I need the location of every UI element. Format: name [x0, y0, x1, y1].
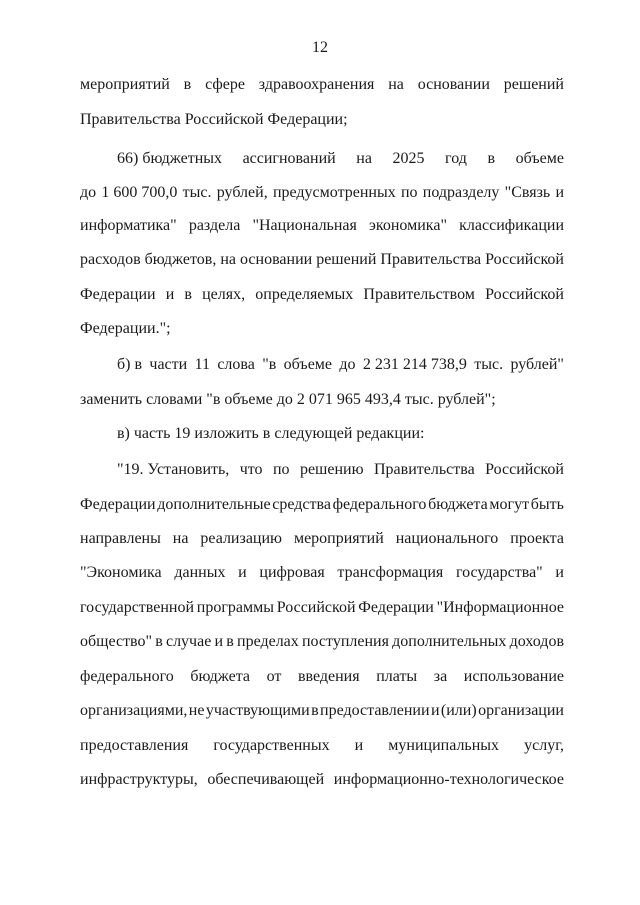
word: части — [149, 356, 188, 373]
word: на — [388, 76, 404, 93]
word: и — [354, 737, 364, 754]
word: Правительства — [373, 461, 475, 478]
word: за — [433, 668, 448, 685]
word: рублей, — [216, 184, 268, 201]
word: и — [238, 564, 247, 581]
word: Российской — [485, 461, 564, 478]
word: доходов — [509, 633, 564, 650]
word: б) в — [117, 356, 143, 373]
word: информационно-технологическое — [333, 771, 564, 788]
text-line-15 — [80, 563, 564, 583]
text-line-14 — [80, 529, 564, 549]
word: Российской — [485, 251, 564, 268]
word: "Информационное — [436, 599, 564, 616]
text-line-4 — [80, 183, 564, 203]
word: Федерации — [80, 286, 156, 303]
word: "Национальная — [252, 217, 357, 234]
word: использование — [463, 668, 564, 685]
word: до — [339, 356, 356, 373]
word: определяемых — [255, 286, 354, 303]
word: реализацию — [200, 530, 282, 547]
word: сфере — [205, 76, 245, 93]
word: 2025 — [392, 150, 425, 167]
word: и — [430, 702, 440, 719]
word: на — [356, 150, 372, 167]
word: пределах — [237, 633, 299, 650]
word: Правительства — [380, 251, 482, 268]
word: случае — [165, 633, 212, 650]
word: направлены — [80, 530, 161, 547]
word: "Экономика — [80, 564, 162, 581]
text-line-21 — [80, 770, 564, 790]
word: классификации — [459, 217, 564, 234]
word: 66) бюджетных — [117, 150, 222, 167]
word: основании — [240, 251, 313, 268]
word: объеме — [515, 150, 564, 167]
word: тыс. — [182, 184, 212, 201]
word: до — [80, 184, 97, 201]
word: Правительством — [363, 286, 475, 303]
word: "Связь — [504, 184, 551, 201]
word: мероприятий — [293, 530, 384, 547]
text-line-6 — [80, 250, 564, 270]
text-line-9 — [117, 355, 564, 375]
word: ассигнований — [242, 150, 336, 167]
text-line-18 — [80, 667, 564, 687]
word: инфраструктуры, — [80, 771, 198, 788]
word: на — [172, 530, 189, 547]
word: решению — [299, 461, 364, 478]
word: общество" — [80, 633, 153, 650]
word: трансформация — [337, 564, 444, 581]
word: дополнительные — [157, 496, 271, 513]
word: поступления — [301, 633, 389, 650]
word: мероприятий — [80, 76, 170, 93]
word: муниципальных — [388, 737, 500, 754]
word: (или) — [440, 702, 477, 719]
word: быть — [530, 496, 564, 513]
text-line-3 — [117, 149, 564, 169]
page-number: 12 — [312, 39, 328, 56]
word: Федерации — [80, 496, 156, 513]
text-line-12 — [117, 460, 564, 480]
word: проекта — [510, 530, 564, 547]
word: "19. Установить, — [117, 461, 230, 478]
text-line-16 — [80, 598, 564, 618]
word: в — [487, 150, 496, 167]
word: 1 600 700,0 — [101, 184, 178, 201]
word: Федерации — [358, 599, 434, 616]
word: 11 — [194, 356, 210, 373]
word: национального — [395, 530, 499, 547]
word: цифровая — [259, 564, 325, 581]
word: рублей" — [510, 356, 564, 373]
word: тыс. — [474, 356, 504, 373]
word: и — [555, 184, 564, 201]
word: организации — [478, 702, 564, 719]
word: и — [555, 564, 564, 581]
word: слова — [217, 356, 255, 373]
word: целях, — [202, 286, 246, 303]
word: решений — [503, 76, 564, 93]
word: предоставлении — [320, 702, 430, 719]
word: на — [220, 251, 236, 268]
word: расходов — [80, 251, 141, 268]
word: в — [155, 633, 163, 650]
word: государства" — [455, 564, 543, 581]
word: и — [214, 633, 224, 650]
word: могут — [489, 496, 530, 513]
word: дополнительных — [392, 633, 507, 650]
word: программы — [196, 599, 274, 616]
word: услуг, — [524, 737, 564, 754]
word: раздела — [188, 217, 241, 234]
word: "в — [262, 356, 277, 373]
word: средства — [272, 496, 331, 513]
word: Российской — [485, 286, 564, 303]
word: Российской — [276, 599, 356, 616]
text-line-1 — [80, 75, 564, 95]
word: введения — [297, 668, 360, 685]
word: что — [239, 461, 263, 478]
word: в — [226, 633, 234, 650]
word: и — [165, 286, 175, 303]
word: информатика" — [80, 217, 177, 234]
word: обеспечивающей — [207, 771, 325, 788]
word: решений — [316, 251, 377, 268]
text-line-17 — [80, 632, 564, 652]
word: по — [400, 184, 418, 201]
word: не — [188, 702, 205, 719]
text-line-13 — [80, 495, 564, 515]
word: подразделу — [422, 184, 500, 201]
word: предусмотренных — [272, 184, 396, 201]
text-line-5 — [80, 216, 564, 236]
word: объеме — [283, 356, 333, 373]
word: основании — [417, 76, 490, 93]
text-line-11: в) часть 19 изложить в следующей редакции: — [117, 425, 425, 442]
word: 2 231 214 738,9 — [362, 356, 467, 373]
word: данных — [174, 564, 226, 581]
word: от — [266, 668, 282, 685]
word: организациями, — [80, 702, 188, 719]
word: бюджета — [190, 668, 250, 685]
word: государственных — [213, 737, 330, 754]
word: государственной — [80, 599, 195, 616]
text-line-8: Федерации."; — [80, 320, 171, 337]
text-line-10: заменить словами "в объеме до 2 071 965 493,4 тыс. рублей"; — [80, 391, 496, 408]
word: в — [184, 286, 192, 303]
word: бюджета — [428, 496, 488, 513]
word: участвующими — [205, 702, 310, 719]
word: по — [272, 461, 290, 478]
word: предоставления — [80, 737, 189, 754]
text-line-7 — [80, 285, 564, 305]
word: в — [183, 76, 192, 93]
word: федерального — [80, 668, 174, 685]
word: здравоохранения — [258, 76, 375, 93]
word: год — [445, 150, 467, 167]
text-line-2: Правительства Российской Федерации; — [80, 111, 348, 128]
text-line-19 — [80, 701, 564, 721]
word: в — [311, 702, 319, 719]
word: экономика" — [369, 217, 447, 234]
text-line-20 — [80, 736, 564, 756]
word: бюджетов, — [144, 251, 217, 268]
word: федерального — [332, 496, 427, 513]
word: платы — [376, 668, 418, 685]
